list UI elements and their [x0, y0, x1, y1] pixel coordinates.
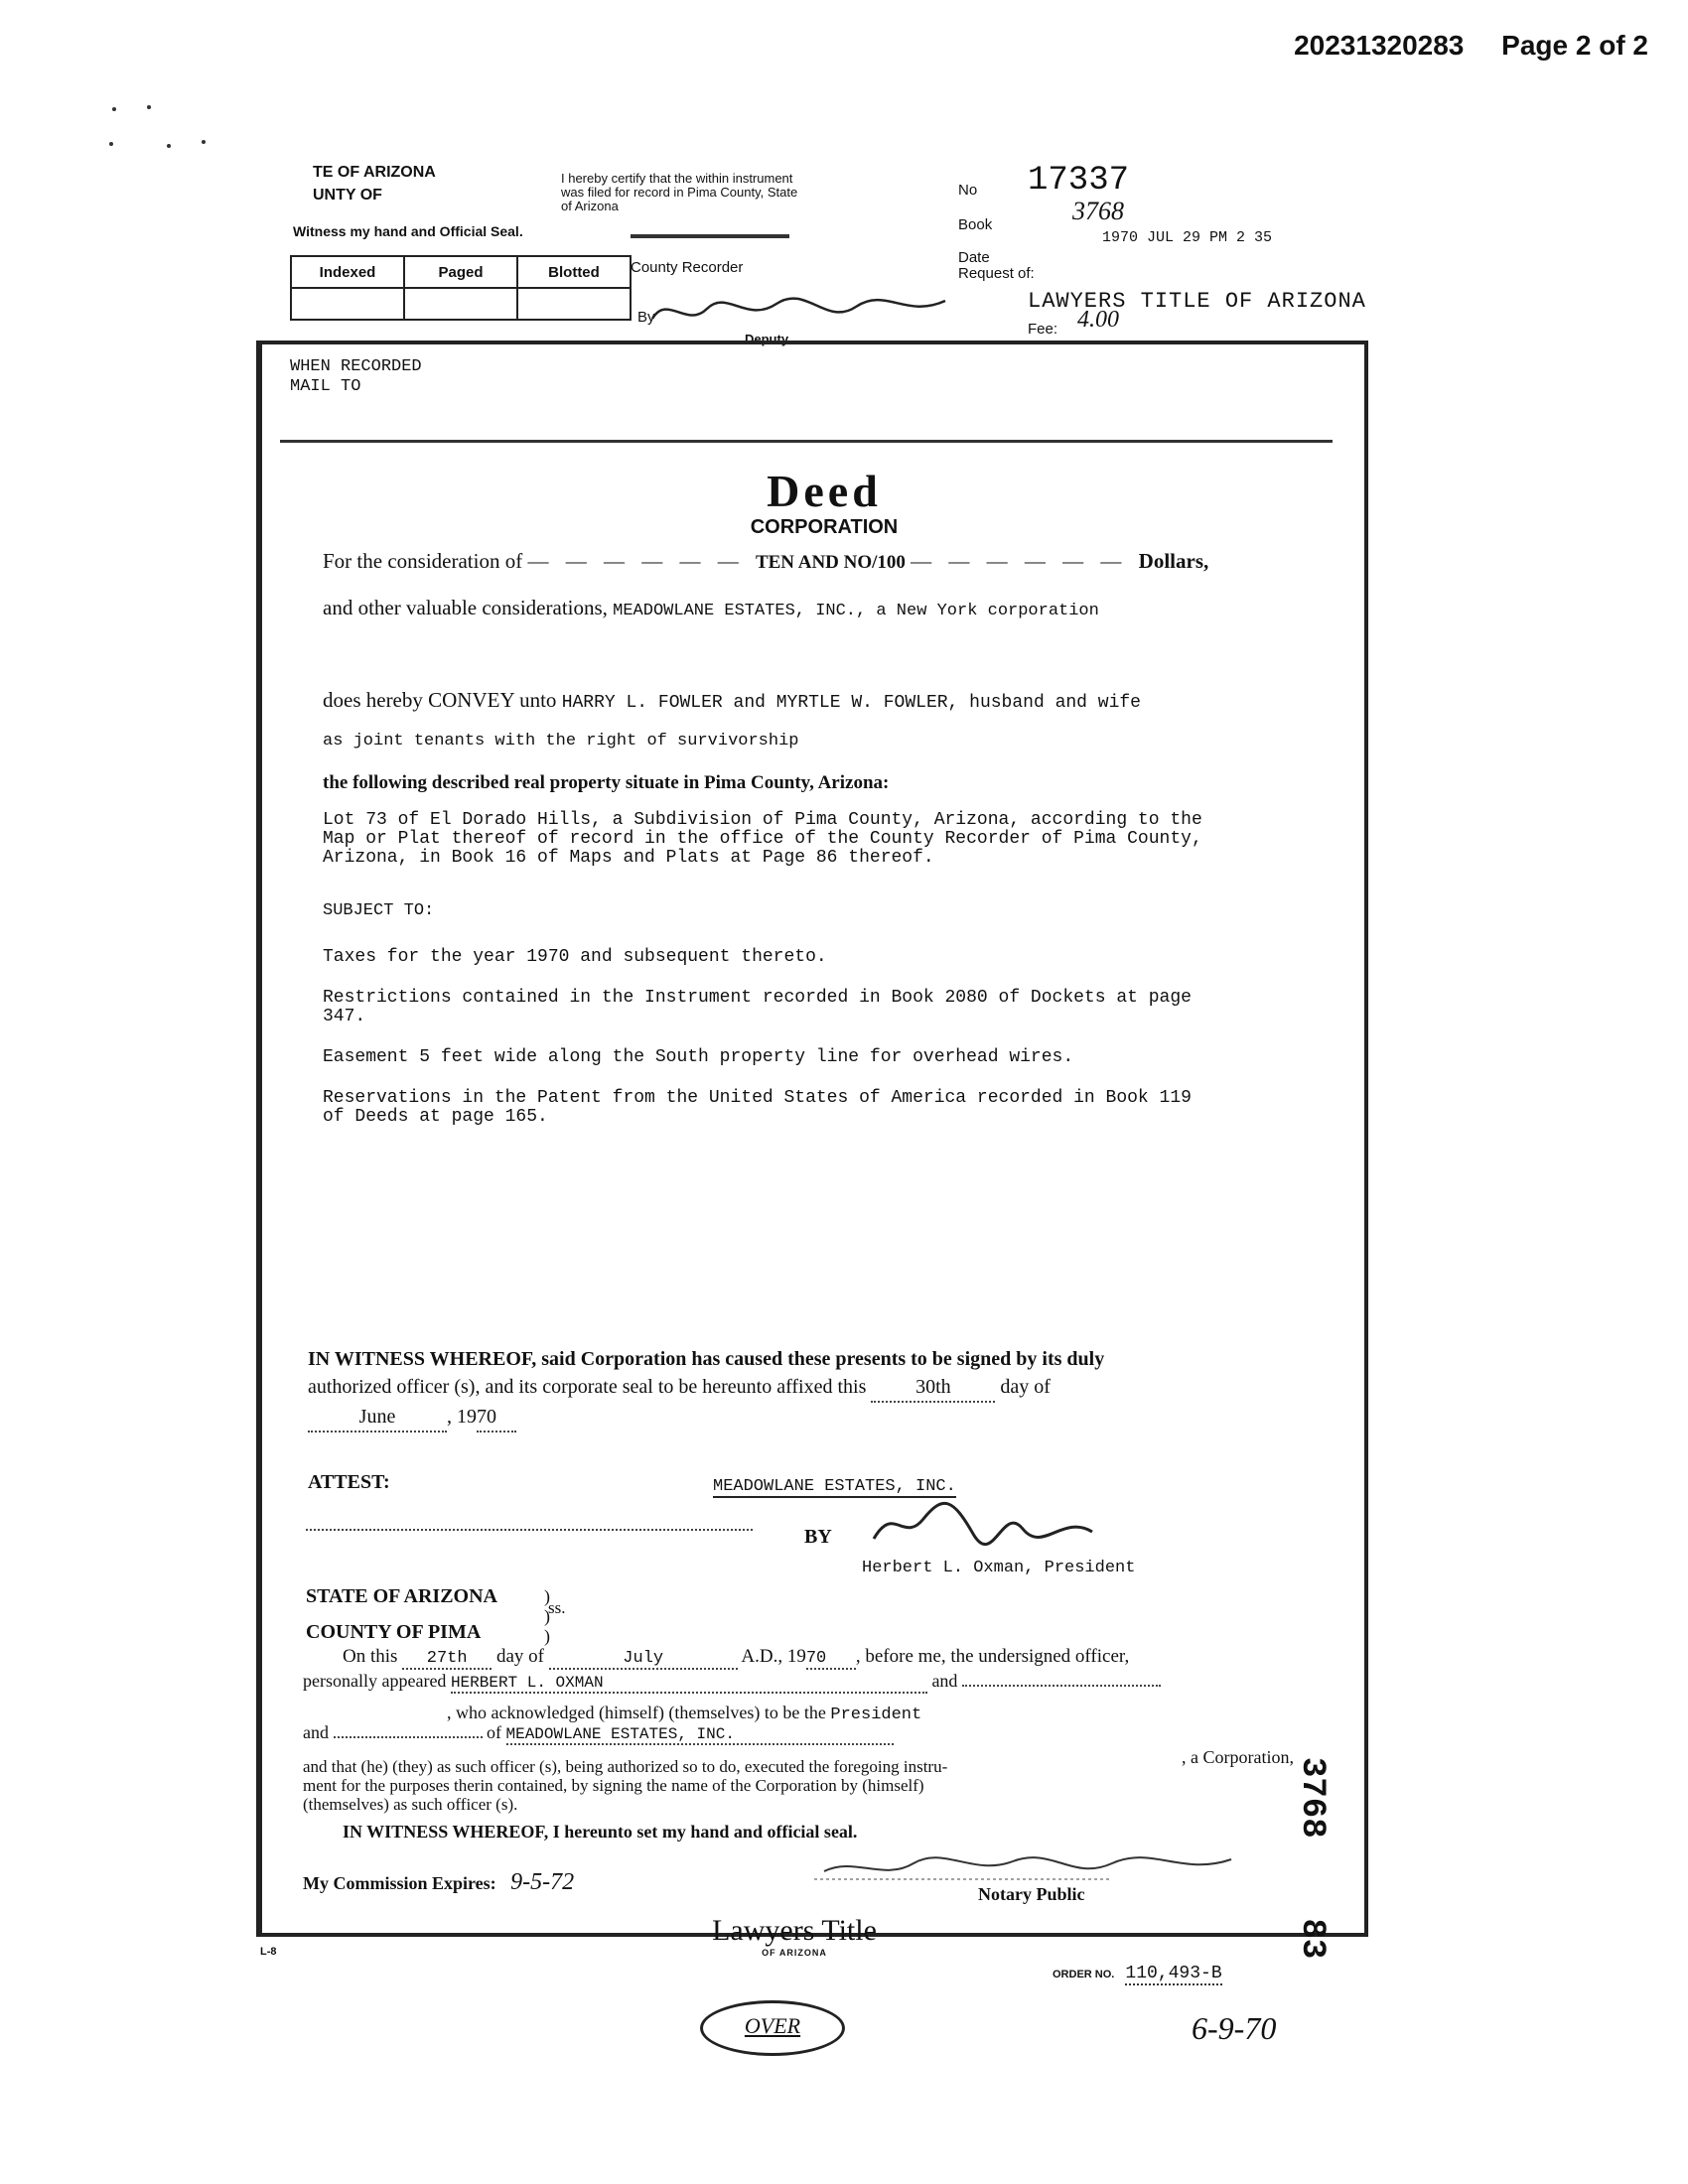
ack-day: 27th [402, 1649, 492, 1670]
stamp-state: TE OF ARIZONA [313, 164, 436, 181]
stamp-request-label: Request of: [958, 265, 1035, 282]
exception-item [323, 1089, 1192, 1127]
tenancy: as joint tenants with the right of survivorship [323, 732, 799, 751]
paged-cell [404, 288, 517, 320]
property-intro: the following described real property situate in Pima County, Arizona: [323, 772, 890, 793]
exception-line: Reservations in the Patent from the United States of America recorded in Book 119 [323, 1088, 1192, 1108]
attest-label: ATTEST: [308, 1471, 390, 1493]
by-label: BY [804, 1526, 832, 1548]
president-signature [864, 1494, 1162, 1554]
indexed-header: Indexed [291, 256, 404, 288]
docket-page: 83 [1293, 1918, 1331, 1960]
stamp-date-label: Date [958, 249, 990, 266]
ack-and2: and [303, 1722, 329, 1742]
over-stamp [700, 2000, 845, 2056]
stamp-no-label: No [958, 182, 978, 199]
witness-line2 [308, 1373, 1321, 1403]
ack-witness-seal: IN WITNESS WHEREOF, I hereunto set my hand and official seal. [343, 1822, 858, 1842]
mail-to-block [290, 357, 422, 397]
grantor-line [323, 596, 1355, 620]
consideration-amount: TEN AND NO/100 [755, 552, 906, 573]
deputy-signature [647, 289, 1005, 334]
witness-block [308, 1345, 1321, 1433]
ack-year: 70 [806, 1649, 856, 1670]
handwritten-date: 6-9-70 [1192, 2010, 1277, 2046]
ack-month: July [549, 1649, 738, 1670]
document-number: 20231320283 [1294, 30, 1465, 61]
mail-to-line2: MAIL TO [290, 377, 361, 396]
ack-before-me: , before me, the undersigned officer, [855, 1646, 1130, 1667]
stamp-certify: I hereby certify that the within instrument was filed for record in Pima County, State of Arizona [561, 171, 798, 213]
page-header [1264, 30, 1648, 62]
ack-role: President [830, 1706, 922, 1724]
ack-line6: (themselves) as such officer (s). [303, 1795, 518, 1814]
ack-line1 [343, 1646, 1336, 1670]
paged-header: Paged [404, 256, 517, 288]
witness-day-suffix: day of [1000, 1376, 1051, 1398]
docket-number: 3768 [1293, 1757, 1331, 1839]
deed-subtitle: CORPORATION [750, 516, 899, 538]
venue-state: STATE OF ARIZONA [306, 1585, 497, 1607]
stamp-book-label: Book [958, 216, 993, 233]
deed-frame [256, 341, 1368, 1937]
witness-year-prefix: 19 [457, 1406, 477, 1428]
brand-name: Lawyers Title [712, 1914, 877, 1947]
commission-value: 9-5-72 [510, 1869, 575, 1895]
ack-company: MEADOWLANE ESTATES, INC. [506, 1725, 894, 1745]
form-code: L-8 [260, 1946, 277, 1958]
witness-day: 30th [871, 1373, 995, 1403]
brand-sub: OF ARIZONA [762, 1948, 827, 1958]
other-consideration: and other valuable considerations, [323, 596, 608, 619]
ack-and: and [931, 1671, 958, 1691]
ack-line2 [303, 1671, 1336, 1694]
venue-block [306, 1578, 497, 1650]
exception-line: Easement 5 feet wide along the South property line for overhead wires. [323, 1047, 1074, 1067]
venue-county: COUNTY OF PIMA [306, 1621, 482, 1643]
exception-line: 347. [323, 1007, 366, 1026]
stamp-deputy-label: Deputy [745, 332, 789, 346]
convey-prefix: does hereby CONVEY unto [323, 688, 557, 712]
stamp-witness: Witness my hand and Official Seal. [293, 223, 523, 239]
indexed-cell [291, 288, 404, 320]
ack-person: HERBERT L. OXMAN [451, 1674, 927, 1694]
exception-line: Restrictions contained in the Instrument recorded in Book 2080 of Dockets at page [323, 988, 1192, 1008]
venue-ss: ss. [548, 1598, 566, 1617]
witness-line1: IN WITNESS WHEREOF, said Corporation has caused these presents to be signed by its duly [308, 1348, 1105, 1370]
blotted-cell [517, 288, 631, 320]
page-indicator: Page 2 of 2 [1501, 30, 1648, 61]
consideration-line: For the consideration of — — — — — — TEN AND NO/100 — — — — — — Dollars, [323, 549, 1209, 573]
exception-item [323, 989, 1192, 1026]
commission-block [303, 1869, 574, 1896]
speck-marks [109, 104, 228, 154]
deputy-signature-stroke [647, 289, 1005, 334]
legal-line: Map or Plat thereof of record in the office of the County Recorder of Pima County, [323, 829, 1202, 849]
mail-to-line1: WHEN RECORDED [290, 357, 422, 376]
stamp-county: UNTY OF [313, 187, 382, 204]
exceptions-list [323, 948, 1192, 1127]
grantor: MEADOWLANE ESTATES, INC., a New York corporation [613, 602, 1099, 620]
stamp-fee-value: 4.00 [1077, 307, 1119, 333]
consideration-suffix: Dollars, [1138, 549, 1209, 573]
venue-brace: ) ) ) [544, 1586, 550, 1646]
corporation-name: MEADOWLANE ESTATES, INC. [713, 1477, 956, 1496]
ack-day-of: day of [495, 1646, 544, 1667]
president-signature-stroke [864, 1494, 1162, 1554]
exception-item [323, 1048, 1192, 1067]
exception-line: Taxes for the year 1970 and subsequent thereto. [323, 947, 827, 967]
stamp-county-recorder: County Recorder [631, 259, 744, 276]
grantees: HARRY L. FOWLER and MYRTLE W. FOWLER, husband and wife [561, 693, 1141, 713]
stamp-by-label: By [637, 309, 655, 326]
scan-specks [109, 104, 228, 154]
order-label: ORDER NO. [1053, 1969, 1115, 1980]
legal-line: Arizona, in Book 16 of Maps and Plats at Page 86 thereof. [323, 848, 934, 868]
ack-who: , who acknowledged (himself) (themselves) to be the [447, 1703, 826, 1722]
consideration-prefix: For the consideration of [323, 549, 523, 573]
exception-item [323, 948, 1192, 967]
docket-margin [1293, 1757, 1331, 1959]
notary-label: Notary Public [978, 1884, 1085, 1904]
ack-ad: A.D., 19 [741, 1646, 806, 1667]
lawyers-title-logo [695, 1914, 894, 1958]
stamp-request-value: LAWYERS TITLE OF ARIZONA [1028, 289, 1366, 314]
recorder-signature-mark [631, 234, 789, 238]
witness-year: 70 [477, 1403, 516, 1433]
convey-line [323, 688, 1355, 713]
subject-to: SUBJECT TO: [323, 901, 435, 920]
ack-blank2 [334, 1736, 483, 1738]
mail-to-divider [280, 440, 1333, 443]
blotted-header: Blotted [517, 256, 631, 288]
ack-of: of [487, 1722, 501, 1742]
ack-line4: and that (he) (they) as such officer (s), being authorized so to do, executed the foregoing instru- [303, 1757, 948, 1776]
ack-line5: ment for the purposes therin contained, by signing the name of the Corporation by (himself) [303, 1776, 924, 1795]
index-stamp-table [290, 255, 632, 321]
witness-line3: June , 1970 [308, 1403, 1321, 1433]
ack-blank [962, 1685, 1161, 1687]
legal-description [323, 811, 1202, 868]
witness-month: June [308, 1403, 447, 1433]
ack-line3b [303, 1722, 1336, 1745]
order-value: 110,493-B [1125, 1964, 1222, 1983]
over-label: OVER [744, 2013, 801, 2038]
deed-title: Deed [767, 466, 882, 516]
stamp-no-value: 17337 [1028, 162, 1130, 200]
order-block [1053, 1964, 1222, 1983]
ack-body [303, 1757, 1345, 1814]
ack-personally: personally appeared [303, 1671, 447, 1691]
stamp-fee-label: Fee: [1028, 321, 1058, 338]
witness-line2-prefix: authorized officer (s), and its corporate seal to be hereunto affixed this [308, 1376, 867, 1398]
commission-label: My Commission Expires: [303, 1873, 496, 1893]
ack-a-corp: , a Corporation, [1182, 1747, 1294, 1767]
exception-line: of Deeds at page 165. [323, 1107, 548, 1127]
ack-line3 [447, 1703, 921, 1724]
stamp-book-value: 3768 [1072, 197, 1124, 225]
attest-signature-line [306, 1529, 753, 1531]
ack-on-this: On this [343, 1646, 398, 1667]
stamp-date: 1970 JUL 29 PM 2 35 [1102, 229, 1273, 246]
signer-title: Herbert L. Oxman, President [862, 1559, 1136, 1577]
legal-line: Lot 73 of El Dorado Hills, a Subdivision of Pima County, Arizona, according to the [323, 810, 1202, 830]
